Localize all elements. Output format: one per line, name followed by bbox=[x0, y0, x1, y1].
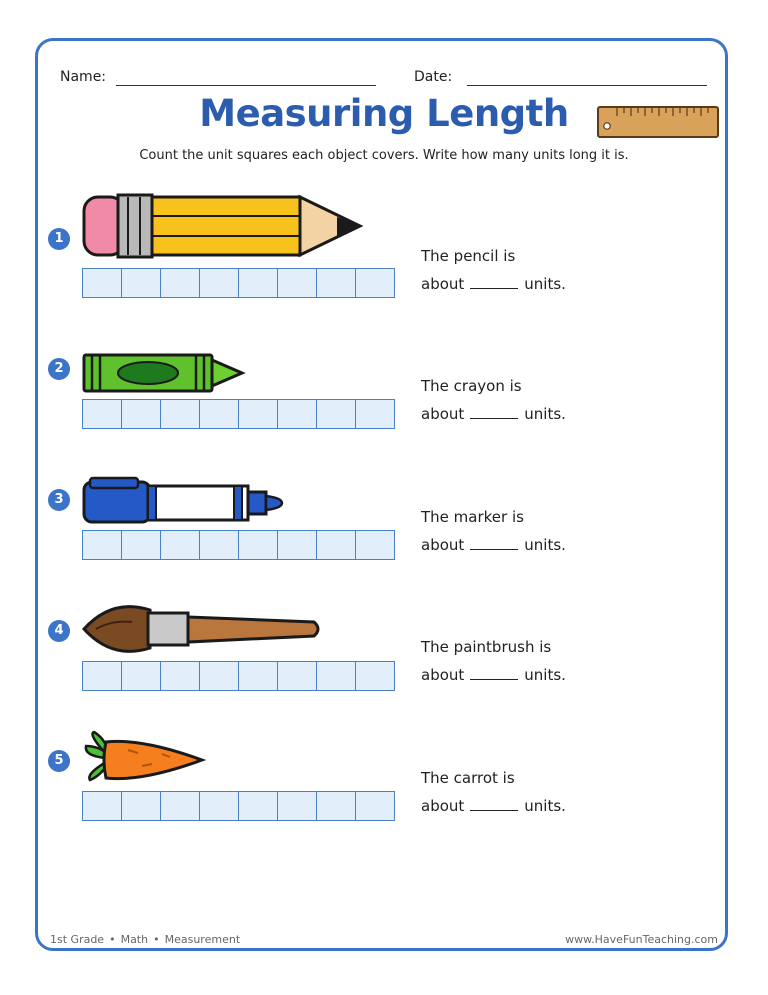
unit-square bbox=[82, 791, 122, 821]
unit-squares-row bbox=[82, 399, 394, 429]
answer-blank-line bbox=[421, 666, 566, 684]
name-field[interactable] bbox=[116, 85, 376, 86]
unit-square bbox=[160, 268, 200, 298]
answer-sentence: The carrot is bbox=[421, 769, 515, 787]
unit-square bbox=[238, 661, 278, 691]
answer-blank[interactable] bbox=[470, 537, 518, 550]
unit-square bbox=[82, 530, 122, 560]
units-text: units. bbox=[524, 666, 566, 684]
unit-square bbox=[121, 791, 161, 821]
unit-square bbox=[82, 399, 122, 429]
paintbrush-icon bbox=[82, 602, 327, 656]
unit-square bbox=[199, 399, 239, 429]
separator-dot: • bbox=[109, 933, 116, 946]
ruler-icon bbox=[597, 106, 719, 138]
date-label: Date: bbox=[414, 69, 453, 85]
unit-square bbox=[121, 268, 161, 298]
footer-tags bbox=[50, 933, 240, 946]
answer-blank-line bbox=[421, 405, 566, 423]
unit-square bbox=[160, 530, 200, 560]
subject-tag: Math bbox=[120, 933, 149, 946]
unit-squares-row bbox=[82, 530, 394, 560]
unit-square bbox=[355, 661, 395, 691]
units-text: units. bbox=[524, 536, 566, 554]
separator-dot: • bbox=[153, 933, 160, 946]
instructions: Count the unit squares each object covers. Write how many units long it is. bbox=[139, 148, 629, 163]
unit-square bbox=[199, 530, 239, 560]
unit-square bbox=[121, 661, 161, 691]
units-text: units. bbox=[524, 275, 566, 293]
website-link[interactable]: www.HaveFunTeaching.com bbox=[565, 933, 718, 946]
carrot-icon bbox=[82, 730, 207, 786]
answer-blank-line bbox=[421, 536, 566, 554]
unit-square bbox=[238, 791, 278, 821]
unit-square bbox=[355, 791, 395, 821]
unit-square bbox=[121, 399, 161, 429]
pencil-icon bbox=[82, 192, 367, 262]
unit-square bbox=[355, 530, 395, 560]
about-text: about bbox=[421, 405, 465, 423]
answer-sentence: The paintbrush is bbox=[421, 638, 552, 656]
unit-squares-row bbox=[82, 791, 394, 821]
item-number-badge: 2 bbox=[48, 358, 70, 380]
unit-square bbox=[82, 661, 122, 691]
topic-tag: Measurement bbox=[164, 933, 241, 946]
unit-square bbox=[316, 661, 356, 691]
about-text: about bbox=[421, 536, 465, 554]
unit-square bbox=[277, 399, 317, 429]
unit-square bbox=[316, 399, 356, 429]
unit-square bbox=[199, 791, 239, 821]
about-text: about bbox=[421, 666, 465, 684]
unit-square bbox=[238, 268, 278, 298]
answer-sentence: The pencil is bbox=[421, 247, 516, 265]
unit-squares-row bbox=[82, 268, 394, 298]
unit-square bbox=[277, 268, 317, 298]
unit-square bbox=[121, 530, 161, 560]
unit-square bbox=[160, 661, 200, 691]
units-text: units. bbox=[524, 797, 566, 815]
unit-square bbox=[199, 268, 239, 298]
unit-square bbox=[355, 268, 395, 298]
answer-blank-line bbox=[421, 275, 566, 293]
answer-sentence: The crayon is bbox=[421, 377, 522, 395]
unit-square bbox=[238, 399, 278, 429]
grade-tag: 1st Grade bbox=[50, 933, 105, 946]
units-text: units. bbox=[524, 405, 566, 423]
unit-square bbox=[316, 268, 356, 298]
unit-square bbox=[160, 399, 200, 429]
unit-square bbox=[238, 530, 278, 560]
unit-square bbox=[277, 530, 317, 560]
crayon-icon bbox=[82, 352, 247, 394]
marker-icon bbox=[82, 476, 287, 526]
unit-square bbox=[82, 268, 122, 298]
unit-square bbox=[160, 791, 200, 821]
unit-square bbox=[316, 791, 356, 821]
item-number-badge: 1 bbox=[48, 228, 70, 250]
unit-squares-row bbox=[82, 661, 394, 691]
unit-square bbox=[199, 661, 239, 691]
answer-blank[interactable] bbox=[470, 406, 518, 419]
answer-blank-line bbox=[421, 797, 566, 815]
unit-square bbox=[277, 661, 317, 691]
unit-square bbox=[277, 791, 317, 821]
about-text: about bbox=[421, 275, 465, 293]
page-title: Measuring Length bbox=[199, 92, 569, 135]
unit-square bbox=[355, 399, 395, 429]
answer-blank[interactable] bbox=[470, 276, 518, 289]
item-number-badge: 4 bbox=[48, 620, 70, 642]
answer-blank[interactable] bbox=[470, 667, 518, 680]
answer-sentence: The marker is bbox=[421, 508, 524, 526]
item-number-badge: 3 bbox=[48, 489, 70, 511]
about-text: about bbox=[421, 797, 465, 815]
date-field[interactable] bbox=[467, 85, 707, 86]
unit-square bbox=[316, 530, 356, 560]
item-number-badge: 5 bbox=[48, 750, 70, 772]
answer-blank[interactable] bbox=[470, 798, 518, 811]
name-label: Name: bbox=[60, 69, 107, 85]
